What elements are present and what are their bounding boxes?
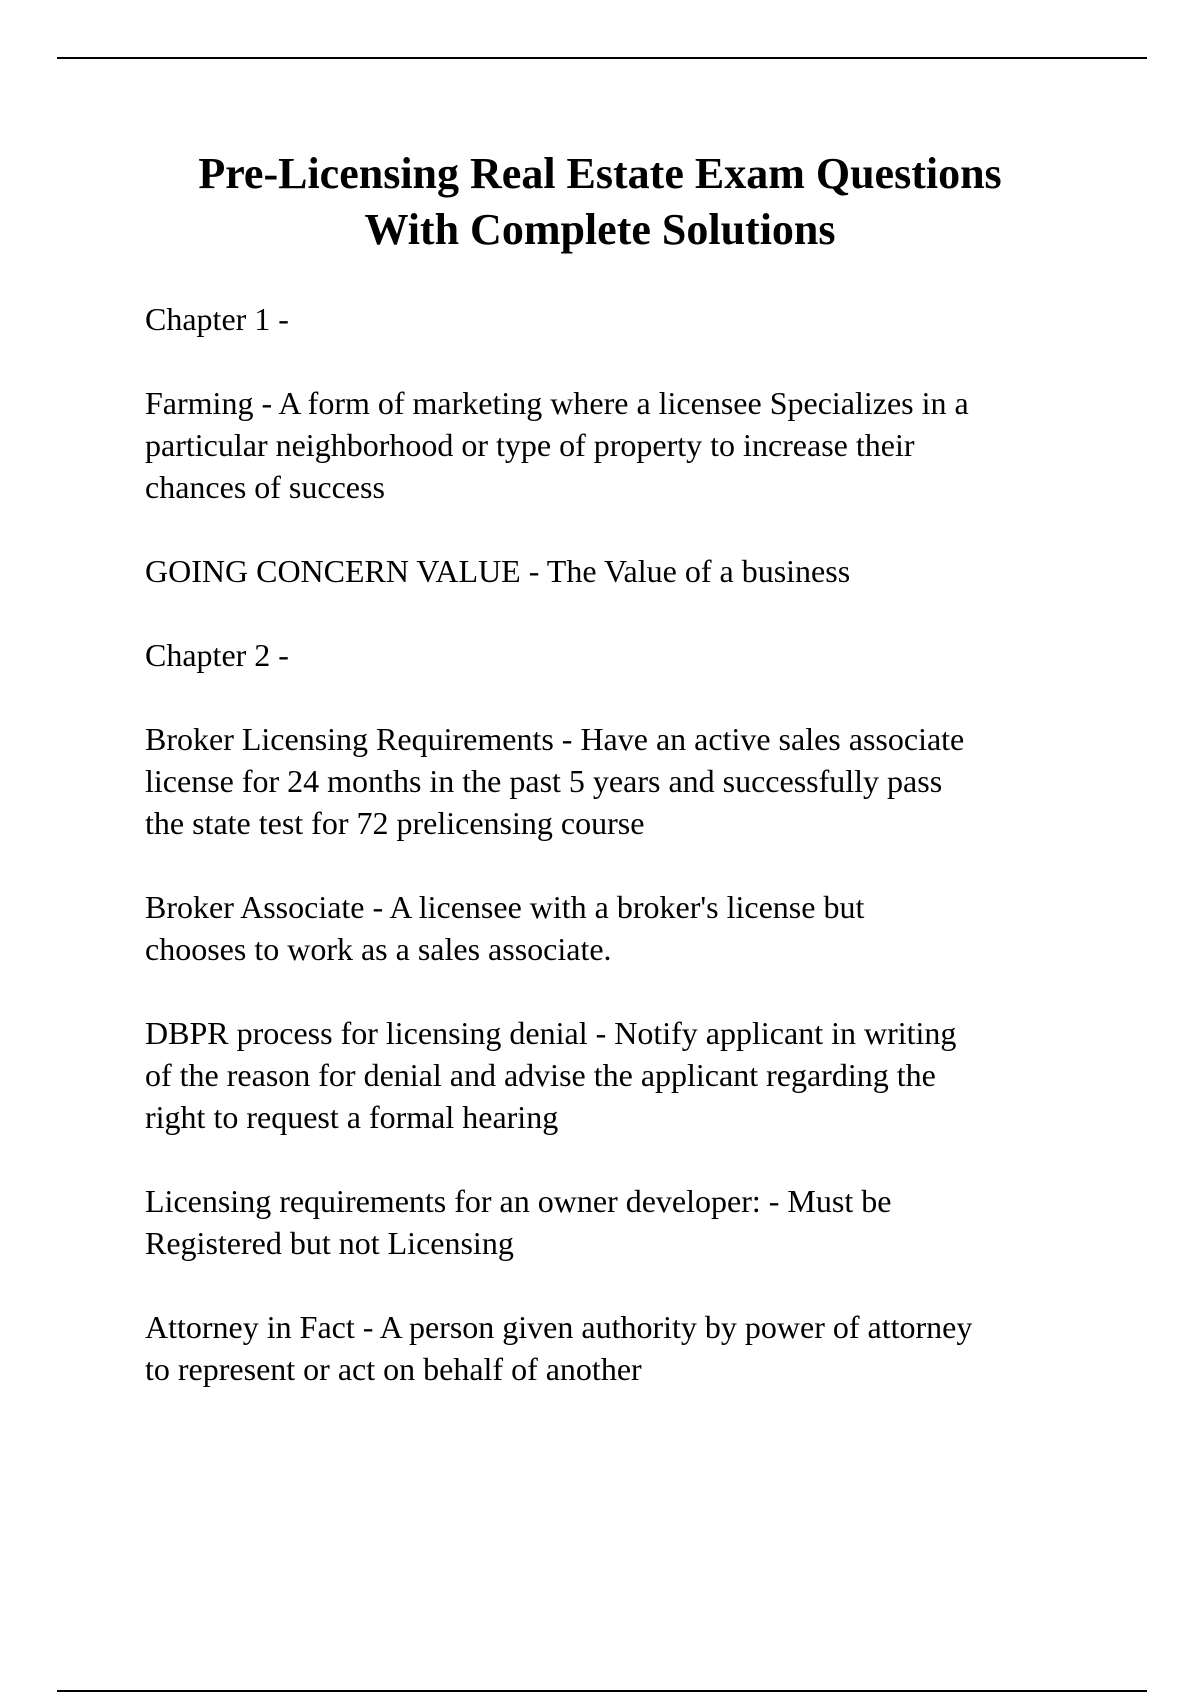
entry-owner-developer-requirements: Licensing requirements for an owner developer: - Must be Registered but not Licensing [145, 1183, 892, 1261]
document-body [145, 298, 1105, 1432]
entry-attorney-in-fact: Attorney in Fact - A person given authority by power of attorney to represent or act on behalf of another [145, 1309, 973, 1387]
chapter-2-heading: Chapter 2 - [145, 637, 289, 673]
top-rule [57, 57, 1147, 59]
page-title-line-1: Pre-Licensing Real Estate Exam Questions [198, 149, 1002, 198]
entry-broker-licensing-requirements: Broker Licensing Requirements - Have an active sales associate license for 24 months in the past 5 years and successfully pass the state test for 72 prelicensing course [145, 721, 965, 841]
page-title [0, 146, 1200, 258]
entry-farming: Farming - A form of marketing where a licensee Specializes in a particular neighborhood or type of property to increase their chances of success [145, 385, 969, 505]
bottom-rule [57, 1690, 1147, 1692]
entry-dbpr-licensing-denial: DBPR process for licensing denial - Notify applicant in writing of the reason for denial and advise the applicant regarding the right to request a formal hearing [145, 1015, 957, 1135]
page-title-line-2: With Complete Solutions [364, 205, 836, 254]
entry-broker-associate: Broker Associate - A licensee with a broker's license but chooses to work as a sales associate. [145, 889, 865, 967]
entry-going-concern-value: GOING CONCERN VALUE - The Value of a business [145, 553, 851, 589]
chapter-1-heading: Chapter 1 - [145, 301, 289, 337]
